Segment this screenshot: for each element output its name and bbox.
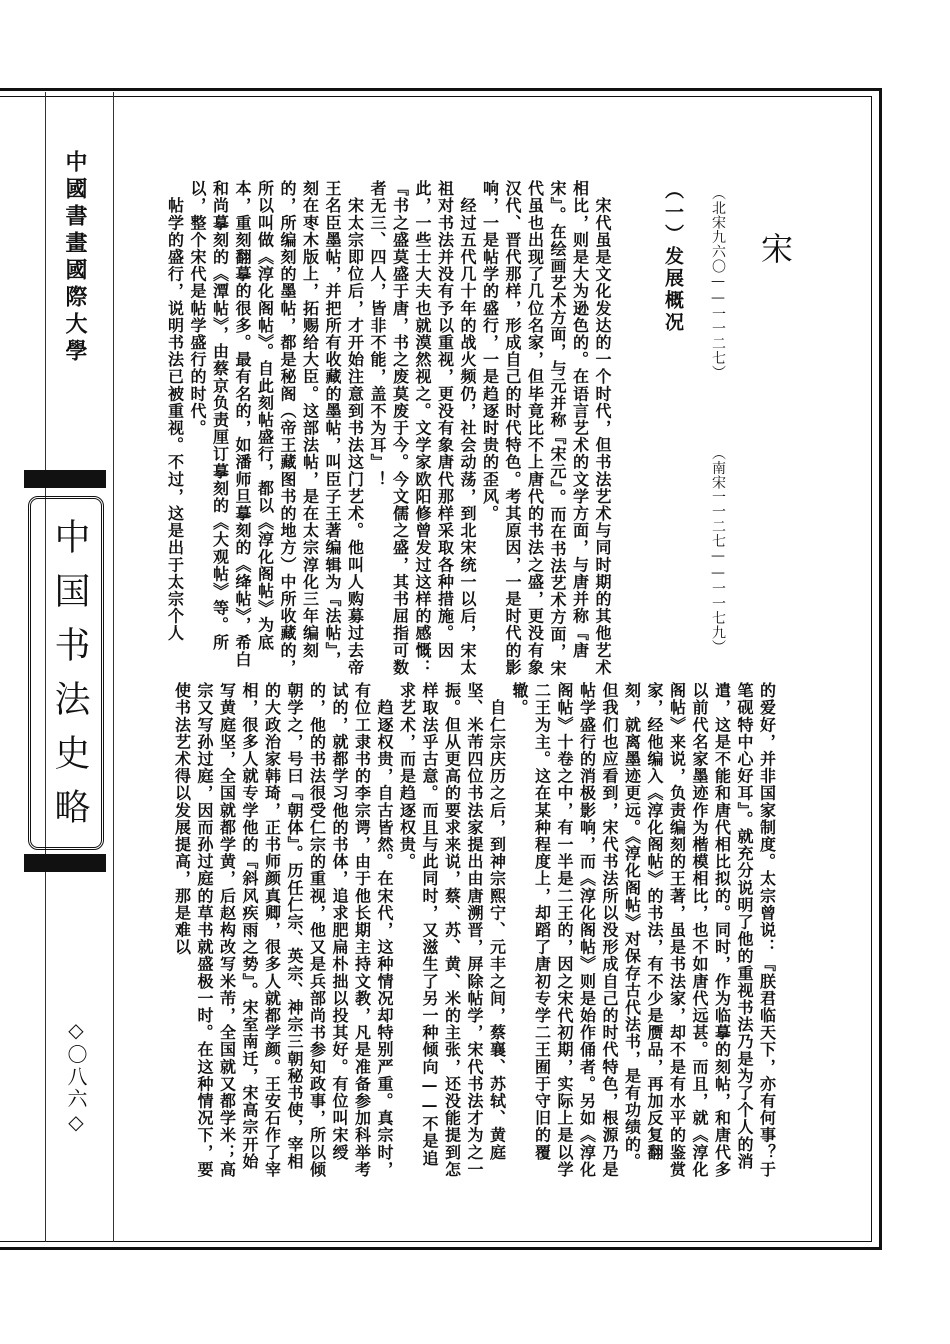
page-number: ◇〇八六◇ (64, 1018, 88, 1136)
publisher-name: 中國書畫國際大學 (62, 150, 88, 366)
body-text-upper: 宋代虽是文化发达的一个时代，但书法艺术与同时期的其他艺术相比，则是大为逊色的。在语言艺术的文学方面，与唐并称『唐宋』。在绘画艺术方面，与元并称『宋元』。而在书法艺术方面，宋代虽也出现了几位名家，但毕竟比不上唐代的书法之盛，更没有象汉代、晋代那样，形成自己的时代特色。考其原因，一是时代的影响，一是帖学的盛行，一是趋逐时贵的歪风。 经过五代几十年的战火频仍，社会动荡，到北宋统一以后，宋太祖对书法并没有予以重视，更没有象唐代那样采取各种措施。因此，一些士大夫也就漠然视之。文学家欧阳修曾发过这样的感慨：『书之盛莫盛于唐，书之废莫废于今。今文儒之盛，其书屈指可数者无三、四人，皆非不能，盖不为耳』！ 宋太宗即位后，才开始注意到书法这门艺术。他叫人购募过去帝王名臣墨帖，并把所有收藏的墨帖，叫臣子王著编辑为『法帖』，刻在枣木版上，拓赐给大臣。这部法帖，是在太宗淳化三年编刻的，所编刻的墨帖，都是秘阁（帝王藏图书的地方）中所收藏的，所以叫做《淳化阁帖》。自此刻帖盛行，都以《淳化阁帖》为底本，重刻翻摹的很多。最有名的，如潘师旦摹刻的《绛帖》，希白和尚摹刻的《潭帖》，由蔡京负责厘订摹刻的《大观帖》等。所以，整个宋代是帖学盛行的时代。 帖学的盛行，说明书法已被重视。不过，这是出于太宗个人 (165, 180, 612, 677)
period-north-song: （北宋九六〇——一一二七） (710, 186, 726, 380)
book-title: 中国书法史略 (49, 518, 90, 842)
cartouche-bottom-bar (24, 854, 106, 872)
sidebar-rule-right (113, 92, 114, 1242)
cartouche-top-bar (24, 470, 106, 488)
book-title-cartouche (24, 470, 106, 872)
period-south-song: （南宋一一二七——一一七九） (710, 446, 726, 655)
subsection-heading: （一）发展概况 (662, 180, 684, 334)
section-heading: 宋 (756, 232, 794, 264)
body-text-lower: 的爱好，并非国家制度。太宗曾说：『朕君临天下，亦有何事？于笔砚特中心好耳』。就充分说明了他的重视书法乃是为了个人的消遣，这是不能和唐代相比拟的。同时，作为临摹的刻帖，和唐代多以前代名家墨迹作为楷模相比，也不如唐代远甚。而且，就《淳化阁帖》来说，负责编刻的王著，虽是书法家，却不是有水平的鉴赏家，经他编入《淳化阁帖》的书法，有不少是赝品，再加反复翻刻，就离墨迹更远。《淳化阁帖》对保存古代法书，是有功绩的。但我们也应看到，宋代书法所以没形成自己的时代特色，根源乃是帖学盛行的消极影响，而《淳化阁帖》则是始作俑者。另如《淳化阁帖》十卷之中，有一半是二王的，因之宋代初期，实际上是以学二王为主。这在某种程度上，却蹈了唐初专学二王囿于守旧的覆辙。 自仁宗庆历之后，到神宗熙宁、元丰之间，蔡襄、苏轼、黄庭坚、米芾四位书法家提出由唐溯晋，屏除帖学，宋代书法才为之一振。但从更高的要求来说，蔡、苏、黄、米的主张，还没能提到怎样取法乎古意。而且与此同时，又滋生了另一种倾向——不是追求艺术，而是趋逐权贵。 趋逐权贵，自古皆然。在宋代，这种情况却特别严重。真宗时，有位工隶书的李宗谔，由于他长期主持文教，凡是准备参加科举考试的，就都学习他的书体，追求肥扁朴拙以投其好。有位叫宋绶的，他的书法很受仁宗的重视，他又是兵部尚书参知政事，所以倾朝学之，号曰『朝体』。历任仁宗、英宗、神宗三朝秘书使，宰相的大政治家韩琦，正书师颜真卿，很多人就都学颜。王安石作了宰相，很多人就专学他的『斜风疾雨之势』。宋室南迁，宋高宗开始写黄庭坚，全国就都学黄，后赵构改写米芾，全国就又都学米；高宗又写孙过庭，因而孙过庭的草书就盛极一时。在这种情况下，要使书法艺术得以发展提高，那是难以 (172, 682, 777, 1178)
